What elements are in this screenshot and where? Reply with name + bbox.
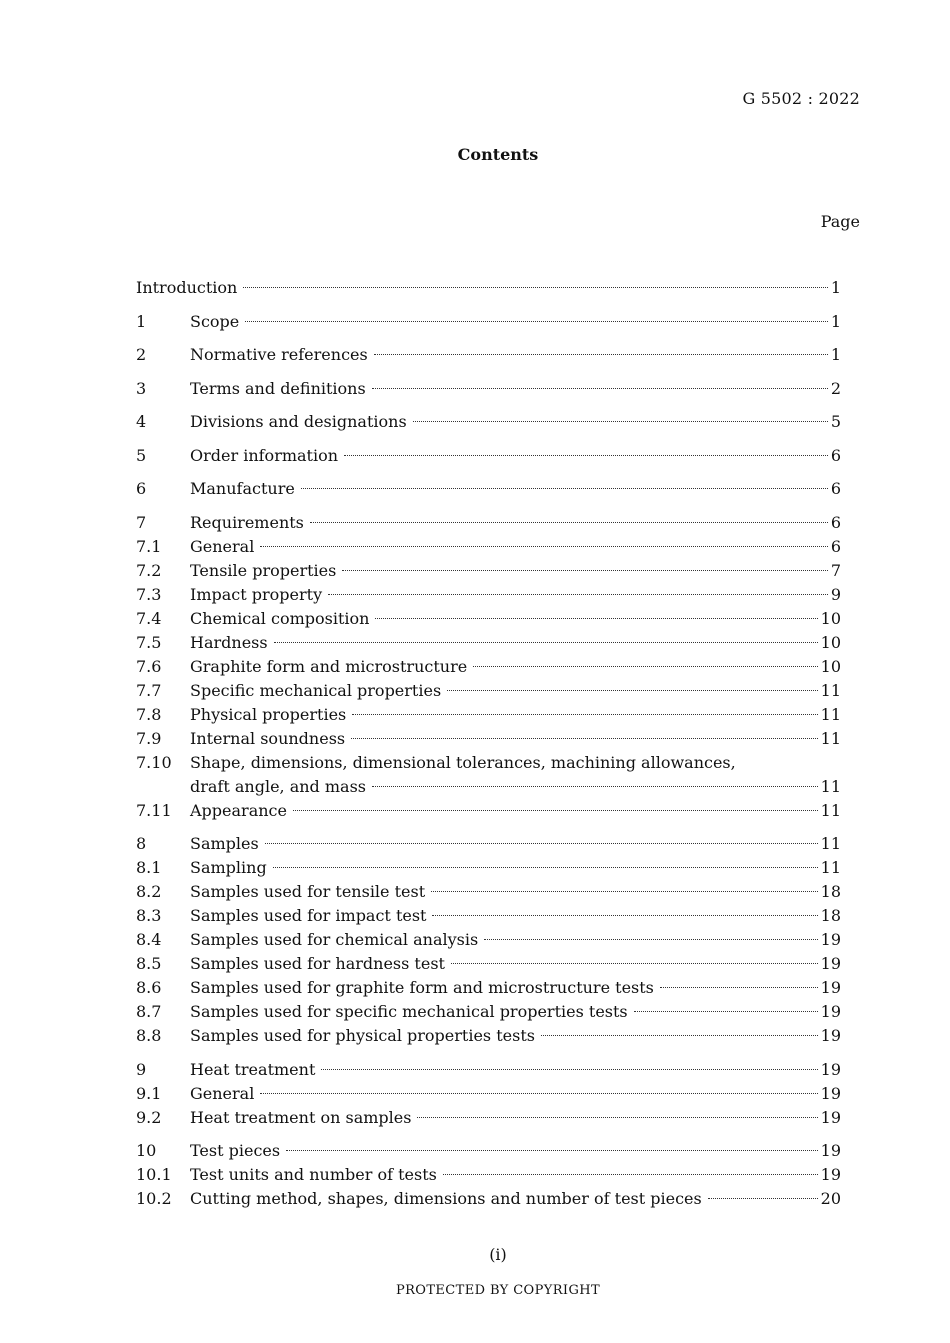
toc-entry-label: General	[190, 1083, 255, 1103]
dot-leader	[541, 1035, 818, 1036]
dot-leader	[413, 421, 828, 422]
toc-entry-page: 19	[820, 1141, 841, 1160]
toc-entry-number: 7.9	[136, 728, 162, 748]
toc-entry[interactable]	[136, 607, 841, 631]
toc-entry[interactable]	[136, 799, 841, 823]
toc-entry-label: Appearance	[190, 800, 287, 820]
toc-entry-page: 1	[830, 278, 841, 297]
toc-entry-number: 8.3	[136, 906, 162, 925]
toc-entry-number: 7.1	[136, 536, 162, 556]
toc-entry-label: Samples used for graphite form and microstructure tests	[190, 978, 654, 997]
toc-entry-page: 19	[820, 1026, 841, 1045]
dot-leader	[374, 354, 828, 355]
toc-entry-number: 8.6	[136, 978, 162, 997]
toc-entry-number: 7.3	[136, 584, 162, 604]
dot-leader	[293, 810, 818, 811]
toc-entry-number: 7	[136, 512, 147, 532]
dot-leader	[273, 867, 818, 868]
toc-entry[interactable]	[136, 703, 841, 727]
dot-leader	[265, 843, 818, 844]
dot-leader	[473, 666, 817, 667]
toc-entry[interactable]	[136, 377, 841, 401]
dot-leader	[342, 570, 828, 571]
toc-entry-number: 7.2	[136, 560, 162, 580]
toc-entry-page: 1	[830, 345, 841, 364]
toc-entry-number: 10	[136, 1141, 157, 1160]
toc-entry-label: Samples used for physical properties tests	[190, 1026, 535, 1045]
toc-entry-page: 9	[830, 584, 841, 604]
toc-entry[interactable]	[136, 631, 841, 655]
toc-entry-label: Samples used for tensile test	[190, 882, 426, 901]
toc-entry-label: Tensile properties	[190, 560, 337, 580]
toc-entry-page: 11	[820, 776, 841, 796]
toc-entry-label: Hardness	[190, 632, 268, 652]
toc-entry-page: 19	[820, 978, 841, 997]
dot-leader	[351, 738, 818, 739]
document-id: G 5502 : 2022	[742, 89, 860, 108]
toc-entry-label: Introduction	[136, 278, 238, 297]
toc-entry-page: 19	[820, 1107, 841, 1127]
dot-leader	[301, 488, 828, 489]
toc-entry-label: Specific mechanical properties	[190, 680, 442, 700]
toc-entry-number: 8.5	[136, 954, 162, 973]
dot-leader	[447, 690, 817, 691]
toc-entry-page: 19	[820, 1083, 841, 1103]
dot-leader	[352, 714, 817, 715]
dot-leader	[451, 963, 818, 964]
toc-entry-label: Shape, dimensions, dimensional tolerances, machining allowances,	[190, 752, 736, 772]
toc-entry-page: 10	[820, 656, 841, 676]
toc-entry[interactable]	[136, 276, 841, 300]
toc-entry-page: 6	[830, 445, 841, 465]
toc-entry-label: Cutting method, shapes, dimensions and number of test pieces	[190, 1189, 702, 1208]
toc-entry-label: Order information	[190, 445, 339, 465]
toc-entry-label: Terms and definitions	[190, 378, 366, 398]
toc-entry-number: 8.7	[136, 1002, 162, 1021]
toc-entry-page: 19	[820, 1002, 841, 1021]
toc-entry-number: 8.4	[136, 930, 162, 949]
dot-leader	[634, 1011, 818, 1012]
dot-leader	[328, 594, 828, 595]
toc-entry-page: 11	[820, 728, 841, 748]
toc-entry[interactable]	[136, 511, 841, 535]
toc-entry-page: 1	[830, 311, 841, 331]
dot-leader	[321, 1069, 817, 1070]
dot-leader	[660, 987, 818, 988]
toc-entry-number: 7.8	[136, 704, 162, 724]
toc-entry-page: 11	[820, 800, 841, 820]
toc-entry-number: 9.1	[136, 1083, 162, 1103]
toc-entry-page: 6	[830, 512, 841, 532]
toc-entry[interactable]	[136, 310, 841, 334]
toc-entry-number: 5	[136, 445, 147, 465]
toc-entry-page: 10	[820, 608, 841, 628]
toc-entry-label: Manufacture	[190, 479, 295, 498]
copyright-notice: PROTECTED BY COPYRIGHT	[395, 1283, 601, 1298]
toc-entry[interactable]	[136, 410, 841, 434]
dot-leader	[431, 891, 818, 892]
toc-entry[interactable]	[136, 444, 841, 468]
toc-entry[interactable]	[136, 775, 841, 799]
toc-entry[interactable]	[136, 655, 841, 679]
dot-leader	[432, 915, 817, 916]
toc-entry[interactable]	[136, 679, 841, 703]
dot-leader	[417, 1117, 817, 1118]
toc-entry-page: 5	[830, 412, 841, 431]
toc-entry-label: Test pieces	[190, 1141, 281, 1160]
dot-leader	[245, 321, 828, 322]
toc-entry[interactable]	[136, 904, 841, 928]
toc-entry[interactable]	[136, 928, 841, 952]
dot-leader	[286, 1150, 818, 1151]
toc-entry-page: 19	[820, 954, 841, 973]
toc-entry-number: 7.7	[136, 680, 162, 700]
dot-leader	[443, 1174, 818, 1175]
toc-entry-number: 4	[136, 412, 147, 431]
toc-entry-label: Samples	[190, 834, 259, 853]
dot-leader	[708, 1198, 818, 1199]
dot-leader	[243, 287, 827, 288]
toc-entry-page: 2	[830, 378, 841, 398]
toc-entry-number: 9	[136, 1059, 147, 1079]
toc-entry-label: Graphite form and microstructure	[190, 656, 468, 676]
toc-entry-page: 10	[820, 632, 841, 652]
page-title: Contents	[457, 145, 539, 164]
toc-entry-number: 8.8	[136, 1026, 162, 1045]
page-column-label: Page	[820, 212, 860, 231]
toc-entry[interactable]	[136, 727, 841, 751]
toc-entry-label: Sampling	[190, 858, 267, 877]
toc-entry[interactable]	[136, 583, 841, 607]
toc-entry[interactable]	[136, 343, 841, 367]
toc-entry-label: Internal soundness	[190, 728, 346, 748]
toc-entry[interactable]	[136, 856, 841, 880]
toc-entry-label: Heat treatment on samples	[190, 1107, 412, 1127]
toc-entry-label: Test units and number of tests	[190, 1165, 437, 1184]
toc-entry-number: 2	[136, 345, 147, 364]
toc-entry-page: 6	[830, 536, 841, 556]
toc-entry[interactable]	[136, 976, 841, 1000]
toc-entry-page: 11	[820, 680, 841, 700]
toc-entry-number: 10.2	[136, 1189, 172, 1208]
toc-entry-label: Samples used for chemical analysis	[190, 930, 479, 949]
toc-entry[interactable]	[136, 1058, 841, 1082]
toc-entry-label: Samples used for specific mechanical properties tests	[190, 1002, 628, 1021]
toc-entry-label: Requirements	[190, 512, 304, 532]
toc-entry[interactable]	[136, 1106, 841, 1130]
toc-entry-number: 7.10	[136, 752, 172, 772]
toc-entry[interactable]	[136, 1082, 841, 1106]
toc-entry-label: Divisions and designations	[190, 412, 407, 431]
toc-entry[interactable]	[136, 1187, 841, 1211]
toc-entry[interactable]	[136, 751, 841, 775]
dot-leader	[375, 618, 817, 619]
table-of-contents	[136, 276, 841, 1211]
toc-entry-label: Samples used for impact test	[190, 906, 427, 925]
toc-entry-number: 6	[136, 479, 147, 498]
toc-entry-label: Heat treatment	[190, 1059, 316, 1079]
toc-entry-label: Physical properties	[190, 704, 347, 724]
toc-entry-page: 11	[820, 858, 841, 877]
toc-entry[interactable]	[136, 1163, 841, 1187]
toc-entry-page: 7	[830, 560, 841, 580]
toc-entry-page: 20	[820, 1189, 841, 1208]
dot-leader	[372, 388, 828, 389]
toc-entry-page: 19	[820, 930, 841, 949]
toc-entry[interactable]	[136, 1139, 841, 1163]
toc-entry-label-continued: draft angle, and mass	[190, 776, 367, 796]
toc-entry[interactable]	[136, 535, 841, 559]
toc-entry[interactable]	[136, 952, 841, 976]
toc-entry[interactable]	[136, 1000, 841, 1024]
toc-entry-label: Chemical composition	[190, 608, 370, 628]
toc-entry-page: 19	[820, 1165, 841, 1184]
toc-entry-page: 11	[820, 834, 841, 853]
toc-entry-label: Scope	[190, 311, 240, 331]
page-number: (i)	[489, 1245, 507, 1264]
toc-entry-number: 1	[136, 311, 147, 331]
toc-entry-number: 8.1	[136, 858, 162, 877]
toc-entry-label: Normative references	[190, 345, 368, 364]
dot-leader	[260, 1093, 817, 1094]
toc-entry-page: 6	[830, 479, 841, 498]
dot-leader	[344, 455, 828, 456]
toc-entry[interactable]	[136, 880, 841, 904]
dot-leader	[260, 546, 827, 547]
dot-leader	[310, 522, 828, 523]
toc-entry-label: General	[190, 536, 255, 556]
toc-entry-number: 7.11	[136, 800, 172, 820]
toc-entry[interactable]	[136, 477, 841, 501]
toc-entry[interactable]	[136, 1024, 841, 1048]
toc-entry-page: 19	[820, 1059, 841, 1079]
toc-entry-number: 8	[136, 834, 147, 853]
toc-entry-page: 11	[820, 704, 841, 724]
toc-entry-page: 18	[820, 906, 841, 925]
dot-leader	[274, 642, 818, 643]
dot-leader	[372, 786, 818, 787]
toc-entry-number: 9.2	[136, 1107, 162, 1127]
toc-entry-number: 7.5	[136, 632, 162, 652]
toc-entry[interactable]	[136, 832, 841, 856]
toc-entry-page: 18	[820, 882, 841, 901]
toc-entry-number: 10.1	[136, 1165, 172, 1184]
toc-entry-label: Impact property	[190, 584, 323, 604]
toc-entry-number: 7.6	[136, 656, 162, 676]
toc-entry-label: Samples used for hardness test	[190, 954, 445, 973]
toc-entry[interactable]	[136, 559, 841, 583]
dot-leader	[484, 939, 817, 940]
toc-entry-number: 3	[136, 378, 147, 398]
toc-entry-number: 8.2	[136, 882, 162, 901]
toc-entry-number: 7.4	[136, 608, 162, 628]
